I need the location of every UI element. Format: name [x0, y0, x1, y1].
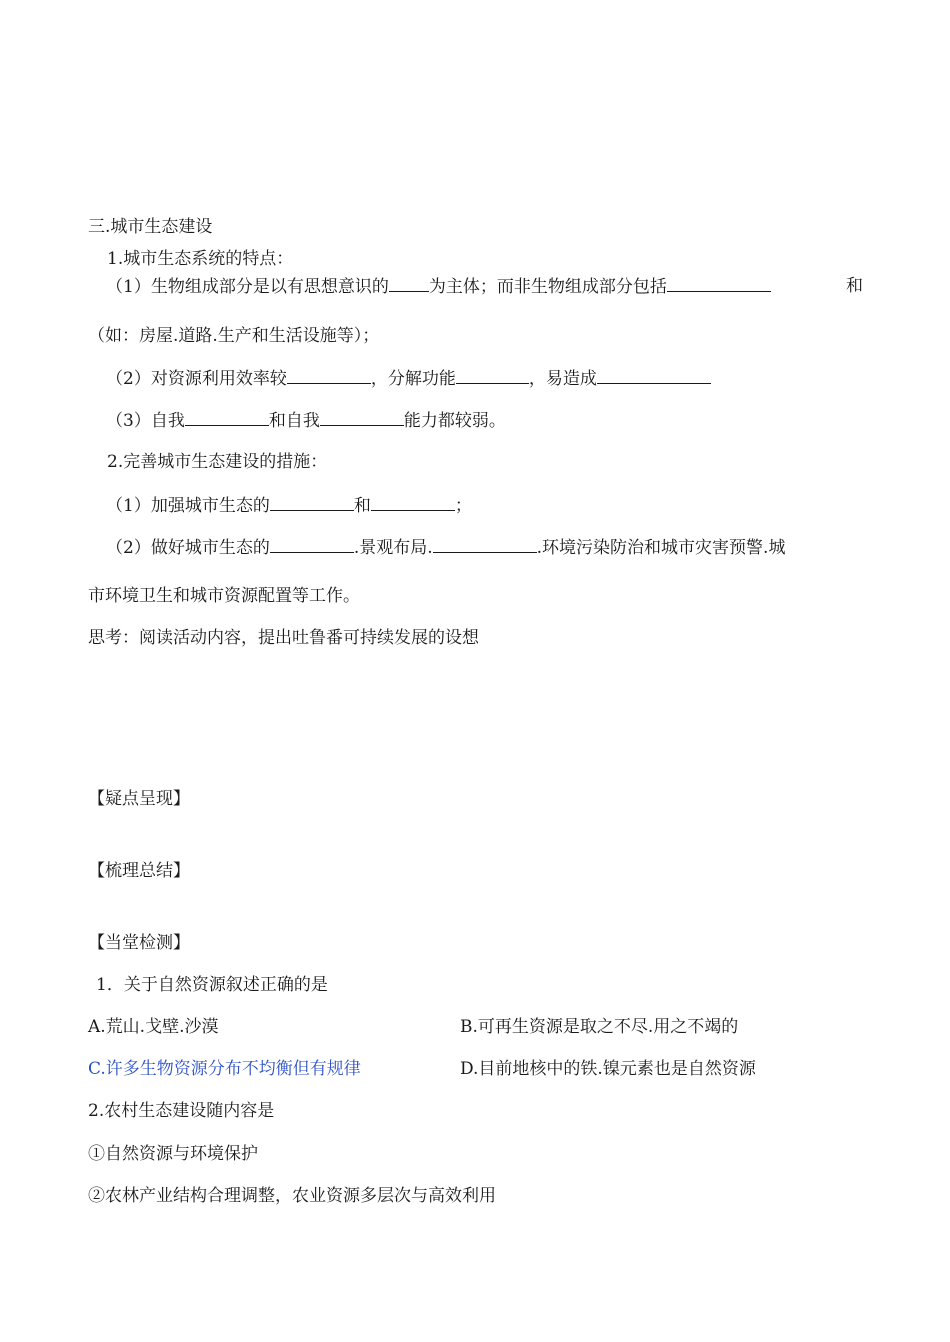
measure-1-text-a: （1）加强城市生态的 [106, 496, 270, 516]
measure-line-2 [106, 536, 785, 559]
section-title: 三.城市生态建设 [88, 217, 213, 237]
feature-1-text-a: （1）生物组成部分是以有思想意识的 [106, 277, 389, 297]
blank-field [597, 367, 711, 384]
question-1-option-c: C.许多生物资源分布不均衡但有规律 [88, 1059, 361, 1079]
blank-field [320, 409, 404, 426]
feature-line-1-continued: （如：房屋.道路.生产和生活设施等）； [88, 326, 380, 346]
blank-field [270, 494, 354, 511]
feature-3-text-b: 和自我 [268, 411, 320, 431]
think-prompt: 思考：阅读活动内容，提出吐鲁番可持续发展的设想 [88, 628, 479, 648]
measure-1-text-b: 和 [353, 496, 371, 516]
point-1-heading: 1.城市生态系统的特点： [107, 249, 294, 269]
feature-2-text-c: ，易造成 [528, 369, 597, 389]
heading-summary: 【梳理总结】 [88, 861, 190, 881]
feature-1-text-c: 和 [846, 276, 863, 296]
blank-field [433, 536, 537, 553]
blank-field [287, 367, 371, 384]
measure-line-1 [106, 494, 472, 517]
feature-1-text-b: 为主体；而非生物组成部分包括 [428, 277, 667, 297]
feature-3-text-a: （3）自我 [106, 411, 185, 431]
feature-line-1 [106, 275, 863, 298]
question-1-stem: 1．关于自然资源叙述正确的是 [96, 975, 328, 995]
measure-2-text-a: （2）做好城市生态的 [106, 538, 270, 558]
heading-doubts: 【疑点呈现】 [88, 789, 190, 809]
feature-2-text-a: （2）对资源利用效率较 [106, 369, 287, 389]
feature-line-2 [106, 367, 711, 390]
question-1-option-b: B.可再生资源是取之不尽.用之不竭的 [460, 1017, 739, 1037]
measure-line-2-continued: 市环境卫生和城市资源配置等工作。 [88, 586, 360, 606]
blank-field [270, 536, 354, 553]
point-2-heading: 2.完善城市生态建设的措施： [107, 452, 328, 472]
feature-2-text-b: ，分解功能 [370, 369, 456, 389]
feature-3-text-c: 能力都较弱。 [403, 411, 506, 431]
measure-2-text-b: .景观布局. [353, 538, 433, 558]
blank-field [371, 494, 455, 511]
blank-field [185, 409, 269, 426]
question-1-option-d: D.目前地核中的铁.镍元素也是自然资源 [460, 1059, 756, 1079]
question-2-item-2: ②农林产业结构合理调整，农业资源多层次与高效利用 [88, 1186, 496, 1206]
blank-field [456, 367, 529, 384]
heading-test: 【当堂检测】 [88, 933, 190, 953]
measure-2-text-c: .环境污染防治和城市灾害预警.城 [536, 538, 786, 558]
question-2-item-1: ①自然资源与环境保护 [88, 1144, 258, 1164]
question-2-stem: 2.农村生态建设随内容是 [88, 1101, 275, 1121]
blank-field [667, 275, 771, 292]
blank-field [389, 275, 429, 292]
question-1-option-a: A.荒山.戈壁.沙漠 [88, 1017, 219, 1037]
measure-1-text-c: ； [454, 496, 472, 516]
feature-line-3 [106, 409, 506, 432]
